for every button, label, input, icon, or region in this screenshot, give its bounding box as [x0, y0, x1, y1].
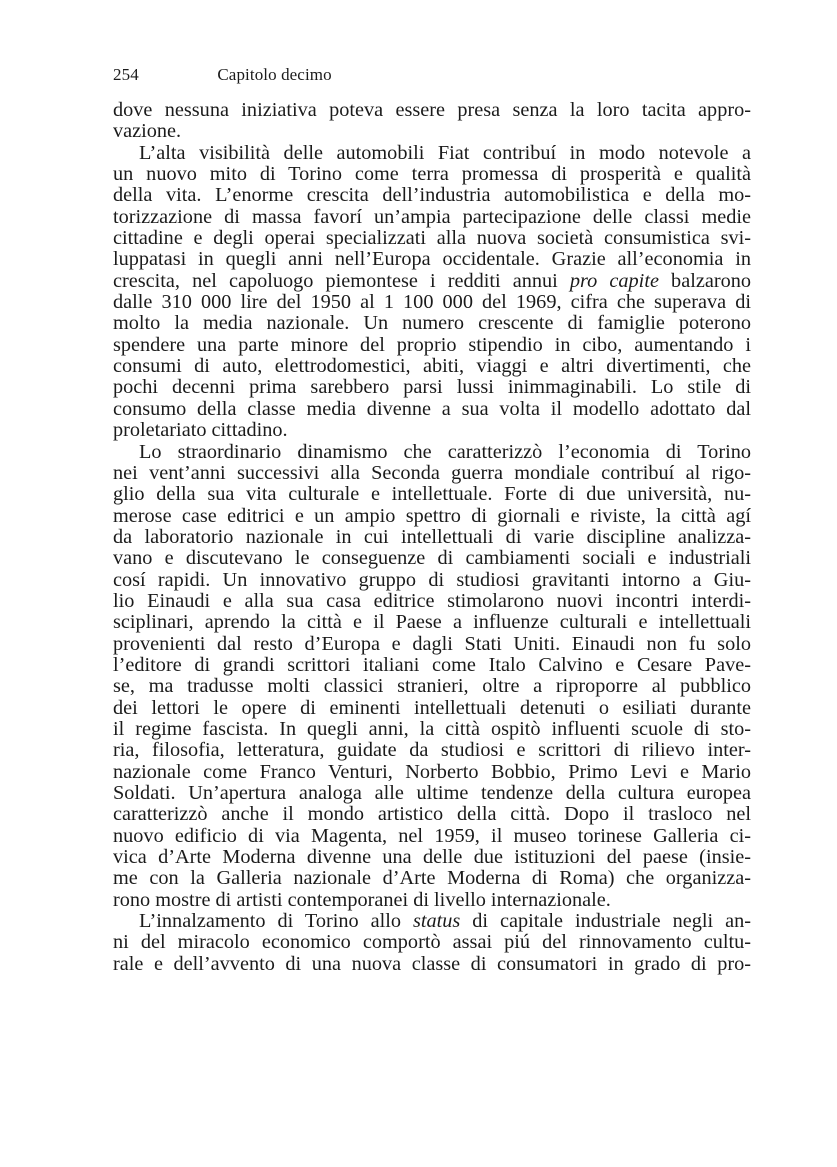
text-line: pochi decenni prima sarebbero parsi lussi inimmaginabili. Lo stile di: [113, 376, 751, 399]
running-head: [113, 62, 751, 88]
text-line: se, ma tradusse molti classici stranieri, oltre a riproporre al pubblico: [113, 675, 751, 698]
text-line: Lo straordinario dinamismo che caratterizzò l’economia di Torino: [139, 440, 751, 463]
text-line: nei vent’anni successivi alla Seconda guerra mondiale contribuí al rigo-: [113, 461, 751, 484]
book-page: [113, 62, 751, 975]
text-line: torizzazione di massa favorí un’ampia partecipazione delle classi medie: [113, 205, 751, 228]
text-line: provenienti dal resto d’Europa e dagli Stati Uniti. Einaudi non fu solo: [113, 632, 751, 655]
text-line: l’editore di grandi scrittori italiani come Italo Calvino e Cesare Pave-: [113, 653, 751, 676]
text-line: un nuovo mito di Torino come terra promessa di prosperità e qualità: [113, 163, 751, 186]
text-line: L’alta visibilità delle automobili Fiat contribuí in modo notevole a: [139, 141, 751, 164]
text-line: crescita, nel capoluogo piemontese i redditi annui pro capite balzarono: [113, 269, 752, 292]
text-line: rale e dell’avvento di una nuova classe di consumatori in grado di pro-: [113, 952, 751, 975]
text-line: proletariato cittadino.: [113, 419, 288, 442]
text-line: rono mostre di artisti contemporanei di livello internazionale.: [113, 888, 611, 911]
text-line: spendere una parte minore del proprio stipendio in cibo, aumentando i: [113, 333, 751, 356]
text-line: lio Einaudi e alla sua casa editrice stimolarono nuovi incontri interdi-: [113, 589, 751, 612]
text-line: merose case editrici e un ampio spettro di giornali e riviste, la città agí: [113, 504, 751, 527]
text-line: glio della sua vita culturale e intellettuale. Forte di due università, nu-: [113, 483, 751, 506]
text-line: vano e discutevano le conseguenze di cambiamenti sociali e industriali: [113, 547, 751, 570]
text-line: vica d’Arte Moderna divenne una delle due istituzioni del paese (insie-: [113, 846, 751, 869]
text-line: dalle 310 000 lire del 1950 al 1 100 000 del 1969, cifra che superava di: [113, 291, 751, 314]
text-line: consumi di auto, elettrodomestici, abiti, viaggi e altri divertimenti, che: [113, 355, 751, 378]
text-line: ni del miracolo economico comportò assai piú del rinnovamento cultu-: [113, 931, 751, 954]
text-line: da laboratorio nazionale in cui intellettuali di varie discipline analizza-: [113, 525, 751, 548]
text-line: sciplinari, aprendo la città e il Paese a influenze culturali e intellettuali: [113, 611, 751, 634]
text-line: cittadine e degli operai specializzati alla nuova società consumistica svi-: [113, 227, 751, 250]
text-line: il regime fascista. In quegli anni, la città ospitò influenti scuole di sto-: [113, 717, 751, 740]
text-line: me con la Galleria nazionale d’Arte Moderna di Roma) che organizza-: [113, 867, 751, 890]
text-line: L’innalzamento di Torino allo status di capitale industriale negli an-: [139, 910, 751, 933]
chapter-title: Capitolo decimo: [217, 65, 332, 84]
text-line: cosí rapidi. Un innovativo gruppo di studiosi gravitanti intorno a Giu-: [113, 568, 751, 591]
text-line: vazione.: [113, 120, 182, 143]
text-line: dove nessuna iniziativa poteva essere presa senza la loro tacita appro-: [113, 99, 751, 121]
text-line: caratterizzò anche il mondo artistico della città. Dopo il trasloco nel: [113, 803, 751, 826]
text-line: nazionale come Franco Venturi, Norberto Bobbio, Primo Levi e Mario: [113, 760, 751, 783]
text-line: dei lettori le opere di eminenti intellettuali detenuti o esiliati durante: [113, 696, 751, 719]
text-line: ria, filosofia, letteratura, guidate da studiosi e scrittori di rilievo inter-: [113, 739, 751, 762]
text-line: nuovo edificio di via Magenta, nel 1959, il museo torinese Galleria ci-: [113, 824, 751, 847]
body-text: [113, 100, 751, 975]
text-line: della vita. L’enorme crescita dell’industria automobilistica e della mo-: [113, 184, 751, 207]
text-line: consumo della classe media divenne a sua volta il modello adottato dal: [113, 397, 751, 420]
text-line: Soldati. Un’apertura analoga alle ultime tendenze della cultura europea: [113, 782, 751, 804]
page-number: 254: [113, 65, 139, 84]
text-line: molto la media nazionale. Un numero crescente di famiglie poterono: [113, 312, 751, 335]
text-line: luppatasi in quegli anni nell’Europa occidentale. Grazie all’economia in: [113, 248, 751, 271]
